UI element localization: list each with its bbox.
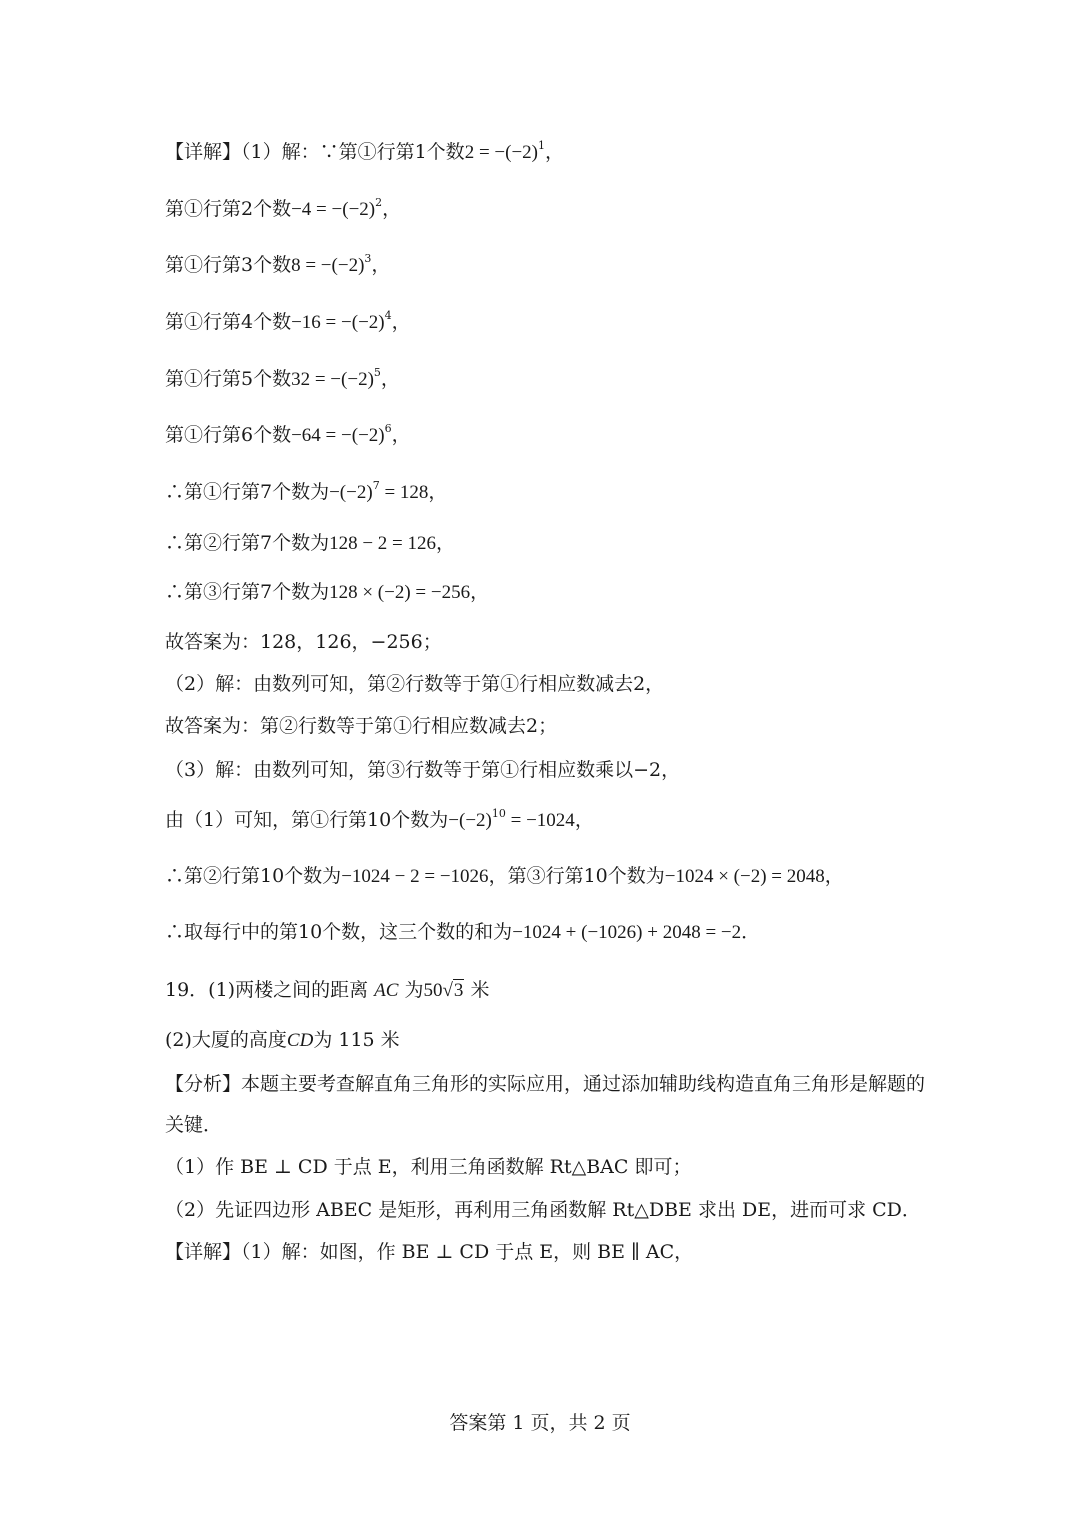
line-5: 第①行第5个数$32 = -(-2)^5$，: [165, 366, 400, 390]
q19-answer-1: 19．(1)两楼之间的距离 AC 为50√3 米: [165, 979, 490, 1001]
line-7: ∴第①行第7个数为$-(-2)^7 = 128$，: [165, 479, 448, 503]
line-10: 故答案为：128，126，−256；: [165, 631, 442, 653]
line-14: 由（1）可知，第①行第10个数为$-(-2)^{10} = -1024$，: [165, 807, 594, 831]
page-footer: 答案第 1 页，共 2 页: [449, 1412, 631, 1434]
line-12: 故答案为：第②行数等于第①行相应数减去2；: [165, 715, 558, 737]
line-11: （2）解：由数列可知，第②行数等于第①行相应数减去2，: [165, 673, 665, 695]
line-9: ∴第③行第7个数为128 × (−2) = −256，: [165, 581, 490, 603]
analysis-step-2: （2）先证四边形 ABEC 是矩形，再利用三角函数解 Rt△DBE 求出 DE，进而可求 CD．: [165, 1199, 921, 1221]
analysis-step-1: （1）作 BE ⊥ CD 于点 E，利用三角函数解 Rt△BAC 即可；: [165, 1156, 692, 1178]
line-8: ∴第②行第7个数为128 − 2 = 126，: [165, 532, 456, 554]
line-13: （3）解：由数列可知，第③行数等于第①行相应数乘以−2，: [165, 759, 681, 781]
line-16: ∴取每行中的第10个数，这三个数的和为−1024 + (−1026) + 2048 = −2．: [165, 921, 761, 943]
analysis-line-1: 【分析】本题主要考查解直角三角形的实际应用，通过添加辅助线构造直角三角形是解题的: [165, 1073, 926, 1095]
line-4: 第①行第4个数$-16 = -(-2)^4$，: [165, 309, 411, 333]
line-3: 第①行第3个数$8 = -(-2)^3$，: [165, 252, 391, 276]
line-6: 第①行第6个数$-64 = -(-2)^6$，: [165, 422, 411, 446]
line-15: ∴第②行第10个数为−1024 − 2 = −1026，第③行第10个数为−1024 × (−2) = 2048，: [165, 865, 844, 887]
analysis-line-2: 关键．: [165, 1114, 223, 1136]
detail-line: 【详解】（1）解：如图，作 BE ⊥ CD 于点 E，则 BE ∥ AC，: [165, 1241, 694, 1263]
line-2: 第①行第2个数$-4 = -(-2)^2$，: [165, 196, 402, 220]
line-1: 【详解】（1）解：∵第①行第1个数$2 = -(-2)^1$，: [165, 139, 565, 163]
q19-answer-2: (2)大厦的高度CD为 115 米: [165, 1029, 400, 1051]
